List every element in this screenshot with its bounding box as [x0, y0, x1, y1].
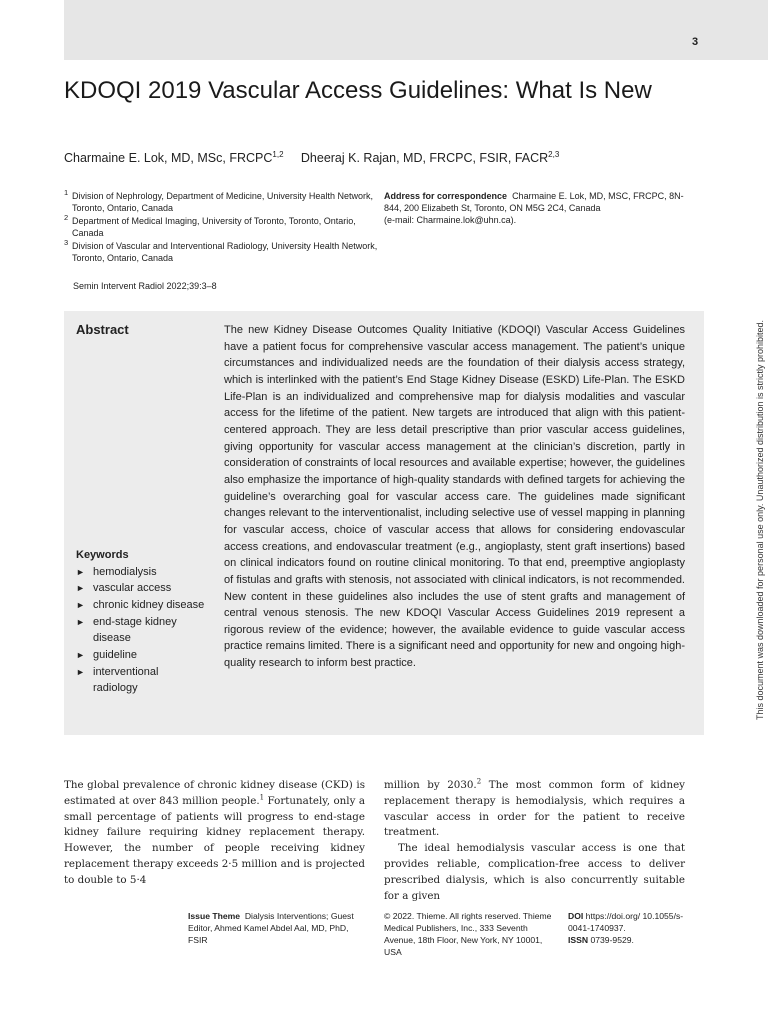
- page-number: 3: [692, 36, 699, 48]
- arrow-icon: ►: [76, 599, 85, 610]
- arrow-icon: ►: [76, 583, 85, 594]
- author-name: Charmaine E. Lok, MD, MSc, FRCPC: [64, 151, 273, 166]
- affiliation: [64, 190, 384, 214]
- keywords-heading: Keywords: [76, 549, 129, 561]
- keyword-label: interventional radiology: [93, 665, 159, 695]
- body-paragraph: [384, 778, 685, 841]
- keywords: [76, 547, 206, 697]
- body-column-right: [384, 778, 685, 904]
- body-paragraph: The ideal hemodialysis vascular access is one that provides reliable, complication-free access to deliver prescribed dialysis, which is also concurrently suitable for a given: [384, 842, 685, 902]
- abstract-heading: Abstract: [76, 322, 129, 337]
- issue-theme-label: Issue Theme: [188, 911, 241, 921]
- keyword-item: [76, 647, 206, 664]
- correspondence-address: Charmaine E. Lok, MD, MSC, FRCPC, 8N-844, 200 Elizabeth St, Toronto, ON M5G 2C4, Canada: [384, 191, 684, 213]
- keyword-item: [76, 580, 206, 597]
- author-name: Dheeraj K. Rajan, MD, FRCPC, FSIR, FACR: [300, 151, 549, 166]
- reference-marker[interactable]: 2: [476, 777, 482, 786]
- arrow-icon: ►: [76, 616, 85, 627]
- keyword-label: guideline: [93, 648, 138, 661]
- affiliation-number: 3: [64, 238, 69, 247]
- reference-marker[interactable]: 1: [259, 793, 265, 802]
- issn-value: 0739-9529.: [590, 935, 634, 945]
- body-paragraph: [64, 778, 365, 889]
- affiliation-number: 1: [64, 188, 69, 197]
- journal-citation: Semin Intervent Radiol 2022;39:3–8: [73, 281, 217, 291]
- keyword-item: [76, 664, 206, 697]
- affiliation-text: Division of Nephrology, Department of Medicine, University Health Network, Toronto, Ontario, Canada: [72, 191, 373, 213]
- body-text: The global prevalence of chronic kidney disease (CKD) is estimated at over 843 million people.: [64, 779, 365, 807]
- keyword-item: [76, 597, 206, 614]
- body-text: The most common form of kidney replacement therapy is hemodialysis, which requires a vascular access in order for the patient to receive treatment.: [384, 779, 685, 839]
- abstract-text: The new Kidney Disease Outcomes Quality Initiative (KDOQI) Vascular Access Guidelines have a patient focus for comprehensive vascular access management. The patient’s unique circumstances and individualized needs are the foundation of their dialysis access strategy, which is interlinked with the patient’s End Stage Kidney Disease (ESKD) Life-Plan. The ESKD Life-Plan is an individualized and comprehensive map for dialysis modalities and vascular access for the lifetime of the patient. New targets are introduced that align with this patient-centered approach. They are less detail prescriptive than prior vascular access guidelines, giving opportunity for vascular access management at the clinician’s discretion, partly in consideration of constraints of local resources and available expertise; however, the guidelines also emphasize the importance of high-quality standards with defined targets for achieving the guideline’s overarching goal for vascular access care. The guidelines made significant changes relevant to the interventionalist, including selective use of vessel mapping in planning for vascular access, choice of vascular access that allows for considering endovascular access creations, and endovascular treatment (e.g., angioplasty, stent graft insertions) based on clinical indicators found on routine clinical monitoring. To that end, preemptive angioplasty of fistulas and grafts with stenosis, not associated with clinical indicators, is not recommended. New content in these guidelines also includes the use of stent grafts and management of central venous stenosis. The new KDOQI Vascular Access Guidelines 2019 represent a rigorous review of the evidence; however, the available evidence to guide vascular access practice remains limited. There is a significant need and opportunity for new and ongoing high-quality research to inform best practice.: [224, 324, 685, 670]
- author-affiliation-ref: 2,3: [548, 150, 560, 159]
- body-text: Fortunately, only a small percentage of patients will progress to end-stage kidney failure requiring kidney replacement therapy. However, the number of people receiving kidney replacement therapy exceeds 2·5 million and is projected to double to 5·4: [64, 794, 365, 886]
- footer-copyright: © 2022. Thieme. All rights reserved. Thieme Medical Publishers, Inc., 333 Seventh Avenue, 18th Floor, New York, NY 10001, USA: [384, 911, 552, 957]
- affiliation-text: Division of Vascular and Interventional Radiology, University Health Network, Toronto, Ontario, Canada: [72, 241, 378, 263]
- affiliation-text: Department of Medical Imaging, University of Toronto, Toronto, Ontario, Canada: [72, 216, 356, 238]
- doi-link[interactable]: https://doi.org/ 10.1055/s-0041-1740937.: [568, 911, 684, 933]
- arrow-icon: ►: [76, 666, 85, 677]
- correspondence-label: Address for correspondence: [384, 191, 508, 201]
- keyword-label: end-stage kidney disease: [93, 615, 177, 645]
- body-column-left: [64, 778, 365, 889]
- affiliation: [64, 240, 384, 264]
- body-text: million by 2030.: [384, 779, 477, 791]
- header-bar: [64, 0, 768, 60]
- issue-theme-text: Dialysis Interventions; Guest Editor, Ahmed Kamel Abdel Aal, MD, PhD, FSIR: [188, 911, 354, 945]
- footer-issue-theme: [188, 910, 368, 946]
- keyword-item: [76, 614, 206, 647]
- author-line: [64, 150, 559, 165]
- footer-doi: [568, 910, 698, 946]
- arrow-icon: ►: [76, 566, 85, 577]
- correspondence: [384, 190, 694, 226]
- affiliations: [64, 190, 384, 265]
- author-affiliation-ref: 1,2: [272, 150, 284, 159]
- correspondence-email[interactable]: (e-mail: Charmaine.lok@uhn.ca).: [384, 215, 517, 225]
- keyword-item: [76, 564, 206, 581]
- arrow-icon: ►: [76, 649, 85, 660]
- keyword-label: hemodialysis: [93, 565, 157, 578]
- issn-label: ISSN: [568, 935, 589, 945]
- download-notice: This document was downloaded for personal use only. Unauthorized distribution is strictly prohibited.: [755, 319, 765, 721]
- affiliation-number: 2: [64, 213, 69, 222]
- affiliation: [64, 215, 384, 239]
- keyword-label: vascular access: [93, 582, 172, 595]
- keyword-label: chronic kidney disease: [93, 598, 205, 611]
- article-title: KDOQI 2019 Vascular Access Guidelines: What Is New: [64, 77, 652, 104]
- doi-label: DOI: [568, 911, 584, 921]
